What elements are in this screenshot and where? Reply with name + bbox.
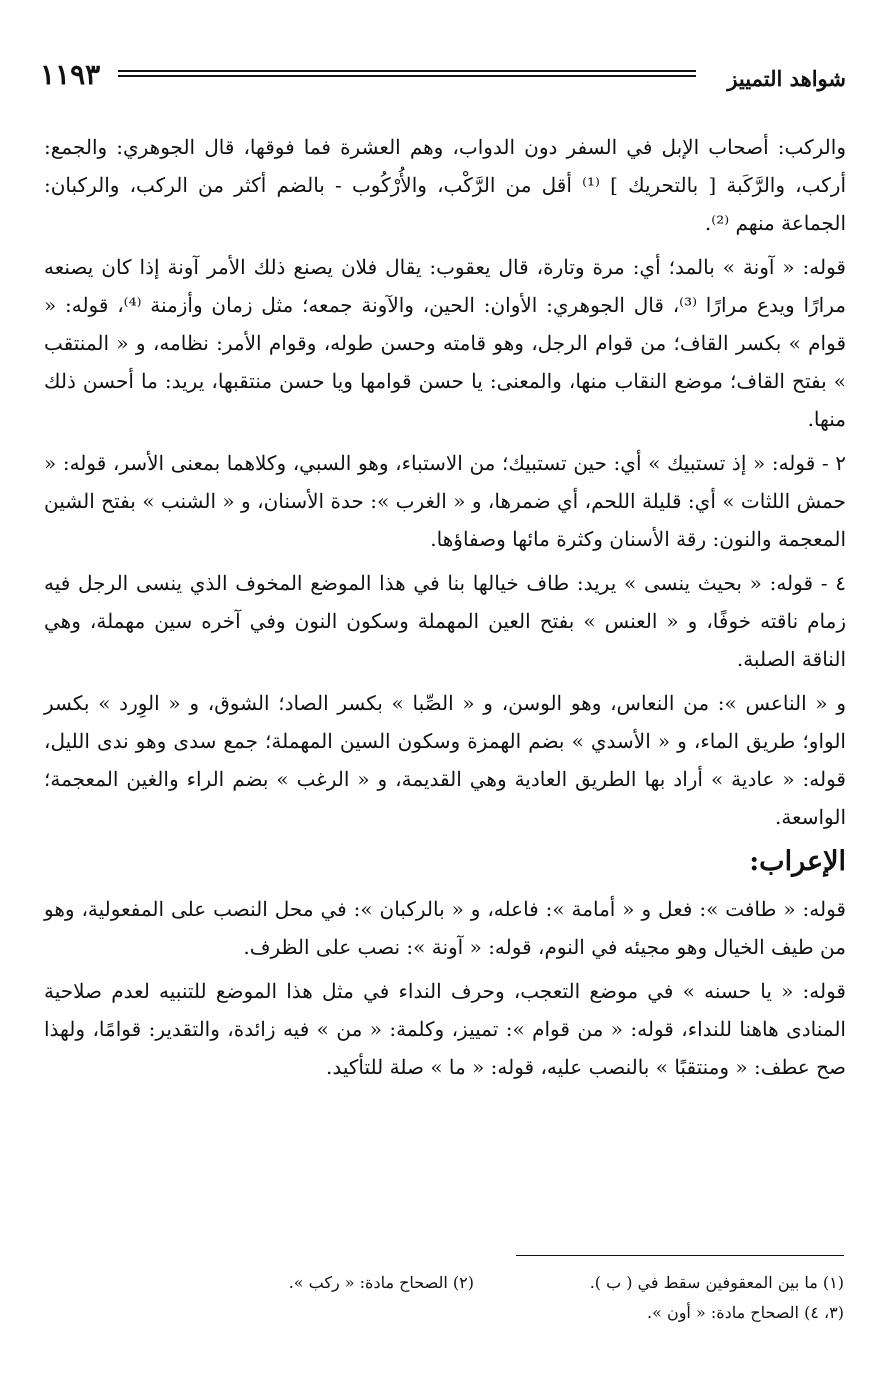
footnote-separator — [516, 1255, 844, 1256]
main-text — [44, 128, 846, 1092]
footnote-3-4: (٣، ٤) الصحاح مادة: « أون ». — [646, 1303, 844, 1322]
header-title: شواهد التمييز — [727, 66, 846, 91]
header-rule — [118, 70, 696, 77]
page-number: ١١٩٣ — [40, 58, 101, 91]
paragraph-commentary-4: ٤ - قوله: « بحيث ينسى » يريد: طاف خيالها بنا في هذا الموضع المخوف الذي ينسى الرجل فيه زمام ناقته خوفًا، و « العنس » بفتح العين المهملة وسكون النون وفي آخره سين مهملة، وهي الناقة الصلبة. — [44, 571, 846, 671]
footnotes — [200, 1268, 844, 1328]
paragraph-commentary-5: و « الناعس »: من النعاس، وهو الوسن، و « الصِّبا » بكسر الصاد؛ الشوق، و « الوِرد » بكسر الواو؛ طريق الماء، و « الأسدي » بضم الهمزة وسكون السين المهملة؛ جمع سدى وهو ندى الليل، قوله: « عادية » أراد بها الطريق العادية وهي القديمة، و « الرغب » بضم الراء والغين المعجمة؛ الواسعة. — [44, 691, 846, 829]
footnote-1: (١) ما بين المعقوفين سقط في ( ب ). — [589, 1273, 844, 1292]
footnote-row — [200, 1268, 844, 1298]
paragraph-irab-1: قوله: « طافت »: فعل و « أمامة »: فاعله، و « بالركبان »: في محل النصب على المفعولية، وهو من طيف الخيال وهو مجيئه في النوم، قوله: « آونة »: نصب على الظرف. — [44, 897, 846, 959]
paragraph-commentary-2: قوله: « آونة » بالمد؛ أي: مرة وتارة، قال يعقوب: يقال فلان يصنع ذلك الأمر آونة إذا كان يصنعه مرارًا ويدع مرارًا ⁽³⁾، قال الجوهري: الأوان: الحين، والآونة جمعه؛ مثل زمان وأزمنة ⁽⁴⁾، قوله: « قوام » بكسر القاف؛ من قوام الرجل، وهو قامته وحسن طوله، وقوام الأمر: نظامه، و « المنتقب » بفتح القاف؛ موضع النقاب منها، والمعنى: يا حسن قوامها ويا حسن منتقبها، يريد: ما أحسن ذلك منها. — [44, 255, 846, 431]
footnote-row — [200, 1298, 844, 1328]
section-heading-irab: الإعراب: — [749, 846, 846, 877]
running-header — [40, 58, 846, 98]
paragraph-commentary-3: ٢ - قوله: « إذ تستبيك » أي: حين تستبيك؛ من الاستباء، وهو السبي، وكلاهما بمعنى الأسر، قوله: « حمش اللثات » أي: قليلة اللحم، أي ضمرها، و « الغرب »: حدة الأسنان، و « الشنب » بفتح الشين المعجمة والنون: رقة الأسنان وكثرة مائها وصفاؤها. — [44, 451, 846, 551]
footnote-2: (٢) الصحاح مادة: « ركب ». — [288, 1273, 474, 1292]
paragraph-irab-2: قوله: « يا حسنه » في موضع التعجب، وحرف النداء في مثل هذا الموضع للتنبيه لعدم صلاحية المنادى هاهنا للنداء، قوله: « من قوام »: تمييز، وكلمة: « من » فيه زائدة، والتقدير: قوامًا، ولهذا صح عطف: « ومنتقبًا » بالنصب عليه، قوله: « ما » صلة للتأكيد. — [44, 979, 846, 1079]
paragraph-commentary-1: والركب: أصحاب الإبل في السفر دون الدواب، وهم العشرة فما فوقها، قال الجوهري: والجمع: أركب، والرَّكَبة [ بالتحريك ] ⁽¹⁾ أقل من الرَّكْب، والأُرْكُوب - بالضم أكثر من الركب، والركبان: الجماعة منهم ⁽²⁾. — [44, 135, 847, 235]
